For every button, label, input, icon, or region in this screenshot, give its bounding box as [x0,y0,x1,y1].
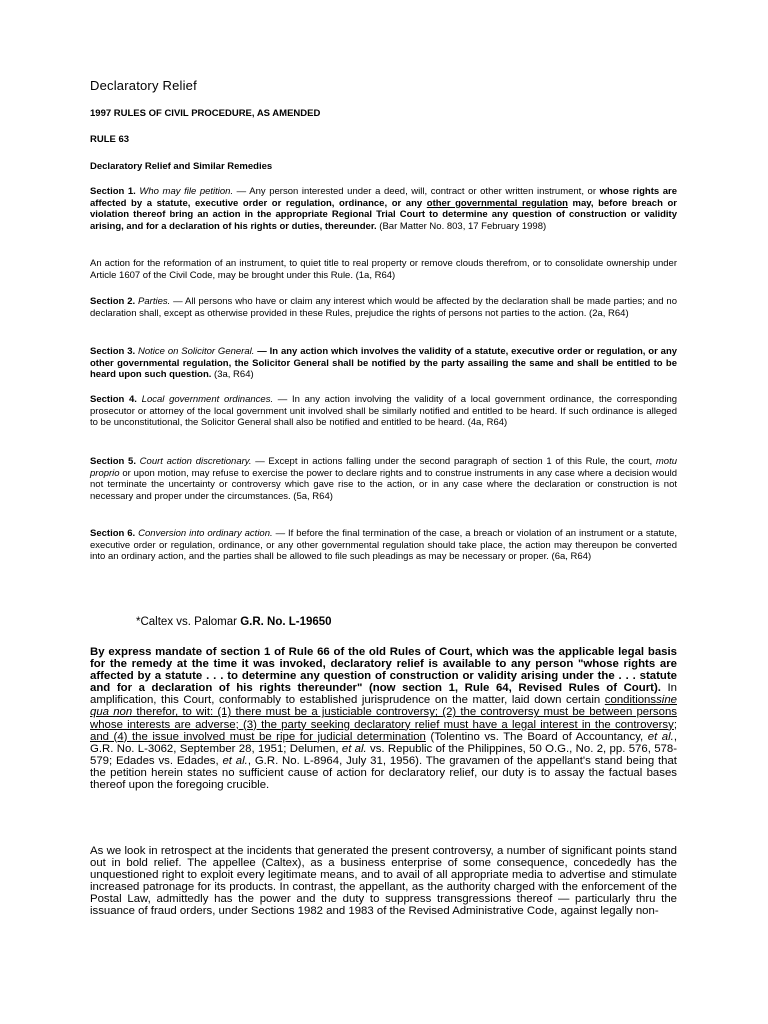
case-paragraph-2: As we look in retrospect at the incidents that generated the present controversy, a number of significant points stand out in bold relief. The appellee (Caltex), as a business enterprise of some consequence, concededly has the unquestioned right to exploit every legitimate means, and to avail of all appropriate media to advertise and stimulate increased patronage for its products. In contrast, the appellant, as the authority charged with the enforcement of the Postal Law, admittedly has the power and the duty to suppress transgressions thereof — particularly thru the issuance of fraud orders, under Sections 1982 and 1983 of the Revised Administrative Code, against legally non- [90,845,677,918]
section-5-italic: motu proprio [90,456,677,479]
section-5-text-b: or upon motion, may refuse to exercise the power to declare rights and to construe instruments in any case where a decision would not terminate the uncertainty or controversy which gave rise to the action, or in any case where the declaration or construction is not necessary and proper under the circumstances. (5a, R64) [90,467,677,502]
section-2 [90,296,677,319]
section-5 [90,456,677,502]
case-p1-etal-1: et al. [647,730,674,743]
section-1-bold-underlined: other governmental regulation [426,197,568,209]
rules-heading: 1997 RULES OF CIVIL PROCEDURE, AS AMENDED [90,108,321,119]
rule-number-heading: RULE 63 [90,134,130,145]
section-1-bold-a: whose rights are affected by a statute, executive order or regulation, ordinance, or any [90,186,677,209]
case-p1-etal-3: et al. [222,754,248,767]
case-p1-etal-2: et al. [341,742,367,755]
section-6-label: Section 6. [90,528,136,539]
case-title-plain: *Caltex vs. Palomar [136,616,241,628]
case-p1-conditions-list: therefor, to wit: (1) there must be a justiciable controversy; (2) the controversy must be between persons whose interests are adverse; (3) the party seeking declaratory relief must have a legal interest in the controversy; and (4) the issue involved must be ripe for judicial determination [90,706,677,743]
section-3-label: Section 3. [90,346,136,357]
section-6-text: — If before the final termination of the case, a breach or violation of an instrument or a statute, executive order or regulation, ordinance, or any other governmental regulation should take place, the action may thereupon be converted into an ordinary action, and the parties shall be allowed to file such pleadings as may be necessary or proper. (6a, R64) [90,528,678,563]
section-5-caption: Court action discretionary. [139,456,252,467]
case-gr-number: G.R. No. L-19650 [240,616,332,628]
section-4-caption: Local government ordinances. [141,394,274,405]
section-3 [90,346,677,381]
case-p1-sine-qua-non: sine qua non [90,694,677,719]
section-1-label: Section 1. [90,186,136,197]
section-6-caption: Conversion into ordinary action. [138,528,273,539]
section-1-text-a: Any person interested under a deed, will, contract or other written instrument, or [249,186,600,197]
case-p1-b: (Tolentino vs. The Board of Accountancy, [425,730,648,743]
section-1-caption: Who may file petition. [139,186,234,197]
section-4-label: Section 4. [90,394,137,405]
section-5-text-a: — Except in actions falling under the second paragraph of section 1 of this Rule, the court, [251,456,656,467]
section-3-bold: — In any action which involves the validity of a statute, executive order or regulation, or any other governmental regulation, the Solicitor General shall be notified by the party assailing the same and shall be entitled to be heard upon such question. [90,346,678,381]
document-title: Declaratory Relief [90,78,197,93]
section-6 [90,528,677,563]
case-p1-c: , G.R. No. L-3062, September 28, 1951; Delumen, [90,730,677,755]
subject-heading: Declaratory Relief and Similar Remedies [90,161,273,172]
section-1-dash: — [233,186,250,197]
case-p1-e: , G.R. No. L-8964, July 31, 1956). The gravamen of the appellant's stand being that the petition herein states no sufficient cause of action for declaratory relief, our duty is to assay the factual bases thereof upon the foregoing crucible. [90,754,677,792]
section-3-tail: (3a, R64) [211,369,254,381]
case-p1-bold: By express mandate of section 1 of Rule 66 of the old Rules of Court, which was the applicable legal basis for the remedy at the time it was invoked, declaratory relief is available to any person "whose rights are affected by a statute . . . to determine any question of construction or validity arising under the . . . statute and for a declaration of his rights thereunder" (now section 1, Rule 64, Revised Rules of Court). [90,646,677,695]
case-p1-conditions: conditions [604,694,657,707]
case-paragraph-1 [90,646,677,791]
case-p1-d: vs. Republic of the Philippines, 50 O.G., No. 2, pp. 576, 578-579; Edades vs. Edades, [90,742,677,767]
section-4-text: — In any action involving the validity of a local government ordinance, the corresponding prosecutor or attorney of the local government unit involved shall be similarly notified and entitled to be heard. If such ordinance is alleged to be unconstitutional, the Solicitor General shall also be notified and entitled to be heard. (4a, R64) [90,394,678,429]
section-1-paragraph-2: An action for the reformation of an instrument, to quiet title to real property or remove clouds therefrom, or to consolidate ownership under Article 1607 of the Civil Code, may be brought under this Rule. (1a, R64) [90,258,677,281]
case-title [136,616,332,628]
section-5-label: Section 5. [90,456,136,467]
section-2-label: Section 2. [90,296,136,307]
section-2-text: — All persons who have or claim any interest which would be affected by the declaration shall be made parties; and no declaration shall, except as otherwise provided in these Rules, prejudice the rights of persons not parties to the action. (2a, R64) [90,296,677,319]
case-p1-a: In amplification, this Court, conformably to established jurisprudence on the matter, laid down certain [90,682,677,707]
section-1-tail: (Bar Matter No. 803, 17 February 1998) [376,220,547,232]
section-3-caption: Notice on Solicitor General. [138,346,255,357]
section-4 [90,394,677,429]
section-1 [90,186,677,232]
section-1-bold-b: may, before breach or violation thereof bring an action in the appropriate Regional Trial Court to determine any question of construction or validity arising, and for a declaration of his rights or duties, thereunder. [90,197,677,232]
section-2-caption: Parties. [138,296,171,307]
